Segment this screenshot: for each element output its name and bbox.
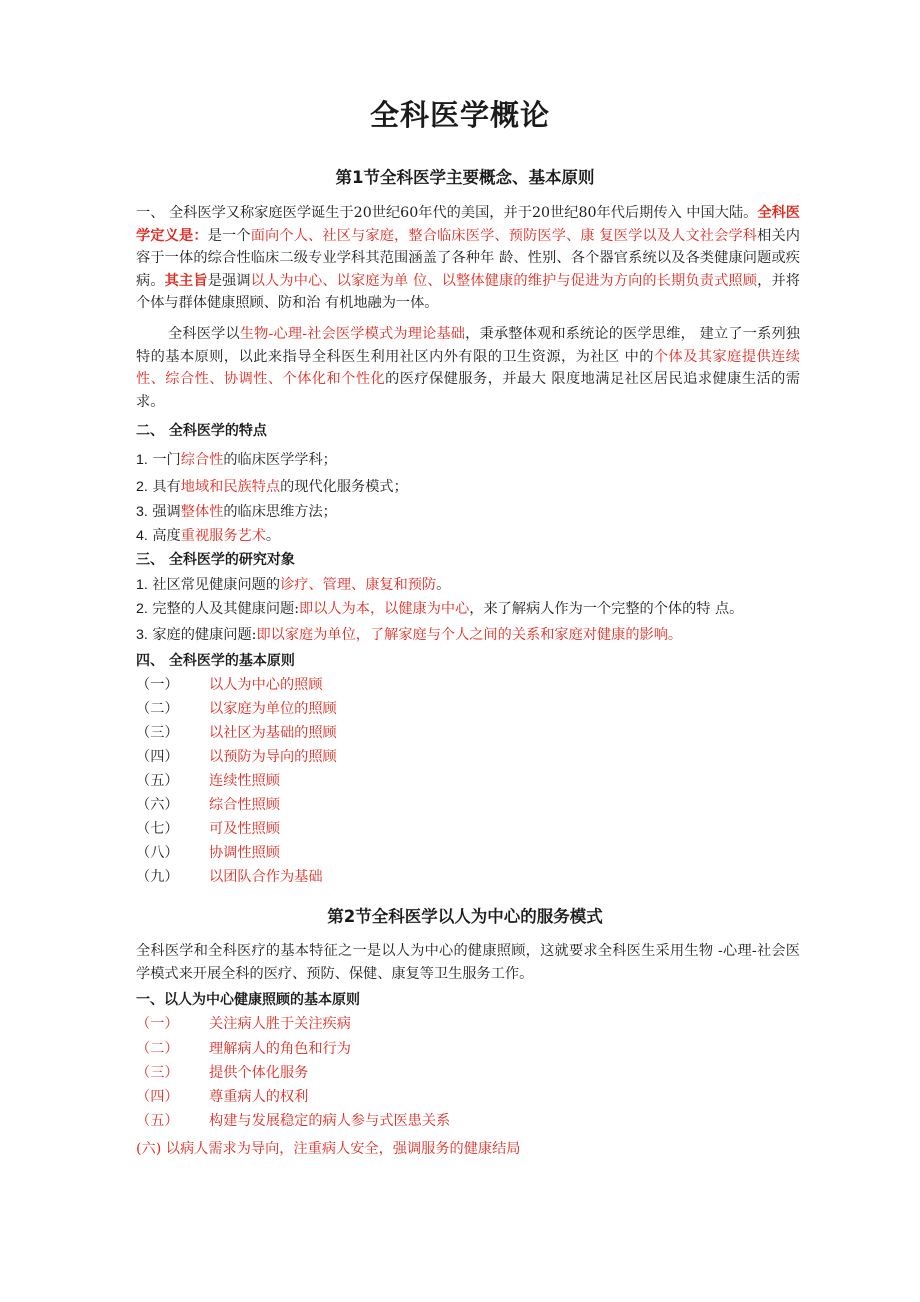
highlight-text: 诊疗、管理、康复和预防	[280, 577, 437, 593]
item-index: （五）	[136, 1113, 179, 1129]
highlight-text: 即以人为本，以健康为中心	[299, 601, 470, 617]
principle-item	[136, 842, 280, 864]
research-object-item	[136, 574, 450, 596]
principle-text: 以人为中心的照顾	[209, 677, 323, 693]
principle-text: 协调性照顾	[209, 845, 280, 861]
text-run: 是一个	[207, 227, 251, 244]
principle-text: 以预防为导向的照顾	[209, 749, 337, 765]
heading-research-objects: 三、 全科医学的研究对象	[136, 552, 295, 568]
heading-person-centered-principles: 一、以人为中心健康照顾的基本原则	[136, 992, 360, 1008]
item-index: （四）	[136, 749, 179, 765]
text-run: 。	[265, 528, 281, 544]
principle-text: 综合性照顾	[209, 797, 280, 813]
research-object-item	[136, 598, 743, 620]
principle-item	[136, 674, 323, 696]
principle-item	[136, 698, 337, 720]
principle-item	[136, 794, 280, 816]
highlight-text: 即以家庭为单位，了解家庭与个人之间的关系和家庭对健康的影响。	[256, 627, 683, 643]
item-index: （七）	[136, 821, 179, 837]
highlight-text: 个体及其家庭提供连续性、综合性、协调性、个体化和个性化	[136, 348, 800, 387]
principle-item	[136, 1086, 308, 1108]
item-index: （八）	[136, 845, 179, 861]
text-run: 是强调	[207, 272, 251, 289]
principle-text: 连续性照顾	[209, 773, 280, 789]
feature-item	[136, 449, 337, 471]
definition-label: 全科医学定义是：	[136, 205, 800, 244]
principle-item	[136, 746, 337, 768]
text-run: 的临床医学学科；	[223, 452, 337, 468]
section-1-paragraph-2	[136, 323, 800, 413]
item-index: （九）	[136, 869, 179, 885]
text-run: 完整的人及其健康问题:	[152, 601, 300, 617]
principle-item	[136, 722, 337, 744]
section-2-paragraph-1: 全科医学和全科医疗的基本特征之一是以人为中心的健康照顾，这就要求全科医生采用生物 -心理-社会医学模式来开展全科的医疗、预防、保健、康复等卫生服务工作。	[136, 943, 800, 982]
text-run: 的医疗保健服务，并最大 限度地满足社区居民追求健康生活的需求。	[136, 371, 800, 410]
item-number: 3.	[136, 504, 148, 520]
item-number: 4.	[136, 528, 148, 544]
research-object-item	[136, 624, 682, 646]
text-run: 一、 全科医学又称家庭医学诞生于20世纪60年代的美国，并于20世纪80年代后期传入 中国大陆。	[136, 205, 758, 221]
text-run: 高度	[152, 528, 181, 544]
principle-text: 以家庭为单位的照顾	[209, 701, 337, 717]
item-number: 1.	[136, 577, 148, 593]
feature-item	[136, 501, 337, 523]
text-run: 。	[436, 577, 451, 593]
text-run: 家庭的健康问题:	[152, 627, 257, 643]
heading-basic-principles: 四、 全科医学的基本原则	[136, 653, 295, 669]
highlight-text: 地域和民族特点	[180, 479, 281, 495]
purpose-label: 其主旨	[164, 272, 208, 289]
text-run: 的现代化服务模式；	[280, 479, 408, 495]
text-run: 相关内容于一体的综合性临床二级专业学科其范围涵盖了各种年 龄、性别、各个器官系统以及各类健康问题或疾病。	[136, 227, 800, 289]
text-run: 的临床思维方法；	[223, 504, 337, 520]
principle-text: 构建与发展稳定的病人参与式医患关系	[209, 1113, 451, 1129]
item-index: （三）	[136, 1065, 179, 1081]
principle-item	[136, 866, 323, 888]
highlight-text: 重视服务艺术	[180, 528, 266, 544]
principle-text: 关注病人胜于关注疾病	[209, 1016, 351, 1032]
principle-item	[136, 770, 280, 792]
item-index: （五）	[136, 773, 179, 789]
feature-item	[136, 476, 408, 498]
section-1-paragraph-1	[136, 202, 800, 315]
document-title: 全科医学概论	[369, 98, 550, 132]
item-index: （三）	[136, 725, 179, 741]
principle-item	[136, 1062, 308, 1084]
item-index: （四）	[136, 1089, 179, 1105]
principle-item	[136, 1110, 450, 1132]
item-index: （二）	[136, 701, 179, 717]
item-number: 1.	[136, 452, 148, 468]
item-number: 2.	[136, 601, 148, 617]
text-run: 一门	[152, 452, 181, 468]
highlight-text: 综合性	[180, 452, 224, 468]
text-run: 社区常见健康问题的	[152, 577, 281, 593]
item-index: （一）	[136, 1016, 179, 1032]
heading-features: 二、 全科医学的特点	[136, 423, 267, 439]
highlight-text: 面向个人、社区与家庭，整合临床医学、预防医学、康 复医学以及人文社会学科	[250, 227, 758, 244]
text-run: 具有	[152, 479, 181, 495]
section-1-title: 第1节全科医学主要概念、基本原则	[335, 168, 595, 187]
item-index: （六）	[136, 797, 179, 813]
principle-text: 理解病人的角色和行为	[209, 1041, 351, 1057]
principle-text: 尊重病人的权利	[209, 1089, 309, 1105]
principle-item	[136, 818, 280, 840]
text-run: 强调	[152, 504, 181, 520]
item-number: 2.	[136, 479, 148, 495]
feature-item	[136, 525, 280, 547]
highlight-text: 以人为中心、以家庭为单 位、以整体健康的维护与促进为方向的长期负责式照顾	[250, 272, 758, 289]
item-index: （二）	[136, 1041, 179, 1057]
principle-item	[136, 1013, 351, 1035]
principle-item	[136, 1038, 351, 1060]
principle-item-last: (六) 以病人需求为导向，注重病人安全，强调服务的健康结局	[136, 1141, 521, 1157]
highlight-text: 生物-心理-社会医学模式为理论基础	[239, 326, 466, 342]
item-number: 3.	[136, 627, 148, 643]
principle-text: 以团队合作为基础	[209, 869, 323, 885]
text-run: ，来了解病人作为一个完整的个体的特 点。	[469, 601, 744, 617]
highlight-text: 整体性	[180, 504, 224, 520]
principle-text: 可及性照顾	[209, 821, 280, 837]
section-2-title: 第2节全科医学以人为中心的服务模式	[327, 907, 603, 926]
item-index: （一）	[136, 677, 179, 693]
principle-text: 提供个体化服务	[209, 1065, 309, 1081]
principle-text: 以社区为基础的照顾	[209, 725, 337, 741]
text-run: ，秉承整体观和系统论的医学思维， 建立了一系列独特的基本原则，以此来指导全科医生利用社区内外有限的卫生资源，为社区 中的	[136, 326, 800, 365]
text-run: ，并将个体与群体健康照顾、防和治 有机地融为一体。	[136, 272, 800, 311]
text-run: 全科医学以	[168, 326, 240, 342]
